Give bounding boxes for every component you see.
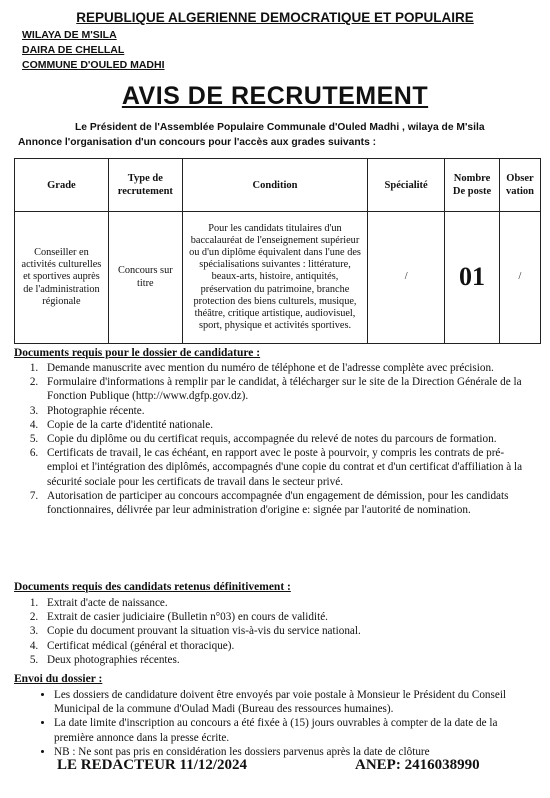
header-nombre: Nombre De poste (445, 159, 500, 212)
intro-line-2: Annonce l'organisation d'un concours pour l'accès aux grades suivants : (18, 137, 377, 148)
envoi-list (32, 688, 534, 759)
list-item: 3. Photographie récente. (41, 404, 527, 418)
header-grade: Grade (15, 159, 109, 212)
list-item: 1. Extrait d'acte de naissance. (41, 596, 527, 610)
commune-line: COMMUNE D'OULED MADHI (22, 59, 165, 71)
cell-specialite: / (368, 212, 445, 344)
documents-list (22, 361, 527, 517)
footer-anep: ANEP: 2416038990 (355, 757, 480, 773)
cell-type: Concours sur titre (108, 212, 182, 344)
section-title-documents: Documents requis pour le dossier de candidature : (14, 347, 261, 359)
header-condition: Condition (182, 159, 367, 212)
wilaya-line: WILAYA DE M'SILA (22, 29, 117, 41)
header-specialite: Spécialité (368, 159, 445, 212)
republic-title: REPUBLIQUE ALGERIENNE DEMOCRATIQUE ET POPULAIRE (76, 10, 474, 25)
list-item: 4. Copie de la carte d'identité nationale. (41, 418, 527, 432)
list-item: • NB : Ne sont pas pris en considération les dossiers parvenus après la date de clôture (54, 745, 534, 759)
section-title-retenus: Documents requis des candidats retenus définitivement : (14, 581, 291, 593)
cell-grade: Conseiller en activités culturelles et sportives auprès de l'administration régionale (15, 212, 109, 344)
header-type: Type de recrutement (108, 159, 182, 212)
list-item: 1. Demande manuscrite avec mention du numéro de téléphone et de l'adresse complète avec précision. (41, 361, 527, 375)
list-item: 2. Extrait de casier judiciaire (Bulletin n°03) en cours de validité. (41, 610, 527, 624)
grades-table (14, 158, 541, 344)
list-item: 7. Autorisation de participer au concours accompagnée d'un engagement de démission, pour les candidats fonctionnaires, délivrée par leur administration d'origine e: signée par l'autorité de nomination. (41, 489, 527, 517)
footer-redacteur: LE REDACTEUR 11/12/2024 (57, 757, 248, 773)
list-item: 3. Copie du document prouvant la situation vis-à-vis du service national. (41, 624, 527, 638)
list-item: • La date limite d'inscription au concours a été fixée à (15) jours ouvrables à compter de la date de la première annonce dans la presse écrite. (54, 716, 534, 744)
list-item: 6. Certificats de travail, le cas échéant, en rapport avec le poste à pourvoir, y compris les contrats de pré-emploi et l'intégration des diplômés, accompagnés d'une copie du contrat et d'un certificat d'affiliation à la sécurité sociale pour les certificats de travail dans le secteur privé. (41, 446, 527, 489)
list-item: • Les dossiers de candidature doivent être envoyés par voie postale à Monsieur le Président du Conseil Municipal de la commune d'Oulad Madi (Bureau des ressources humaines). (54, 688, 534, 716)
cell-condition: Pour les candidats titulaires d'un baccalauréat de l'enseignement supérieur ou d'un diplôme équivalent dans l'une des spécialisations suivantes : littérature, beaux-arts, histoire, antiquités, préservation du patrimoine, branche protection des biens culturels, musique, théâtre, critique artistique, audiovisuel, sport, physique et activités sportives. (182, 212, 367, 344)
list-item: 5. Copie du diplôme ou du certificat requis, accompagnée du relevé de notes du parcours de formation. (41, 432, 527, 446)
list-item: 2. Formulaire d'informations à remplir par le candidat, à télécharger sur le site de la Direction Générale de la Fonction Publique (http://www.dgfp.gov.dz). (41, 375, 527, 403)
retenus-list (22, 596, 527, 667)
table-row (15, 212, 541, 344)
page-title: AVIS DE RECRUTEMENT (121, 82, 429, 110)
header-observation: Obser vation (499, 159, 540, 212)
section-title-envoi: Envoi du dossier : (14, 673, 103, 685)
table-header-row (15, 159, 541, 212)
intro-line-1: Le Président de l'Assemblée Populaire Communale d'Ouled Madhi , wilaya de M'sila (75, 122, 485, 133)
cell-observation: / (499, 212, 540, 344)
list-item: 5. Deux photographies récentes. (41, 653, 527, 667)
list-item: 4. Certificat médical (général et thoracique). (41, 639, 527, 653)
daira-line: DAIRA DE CHELLAL (22, 44, 125, 56)
cell-nombre: 01 (445, 212, 500, 344)
